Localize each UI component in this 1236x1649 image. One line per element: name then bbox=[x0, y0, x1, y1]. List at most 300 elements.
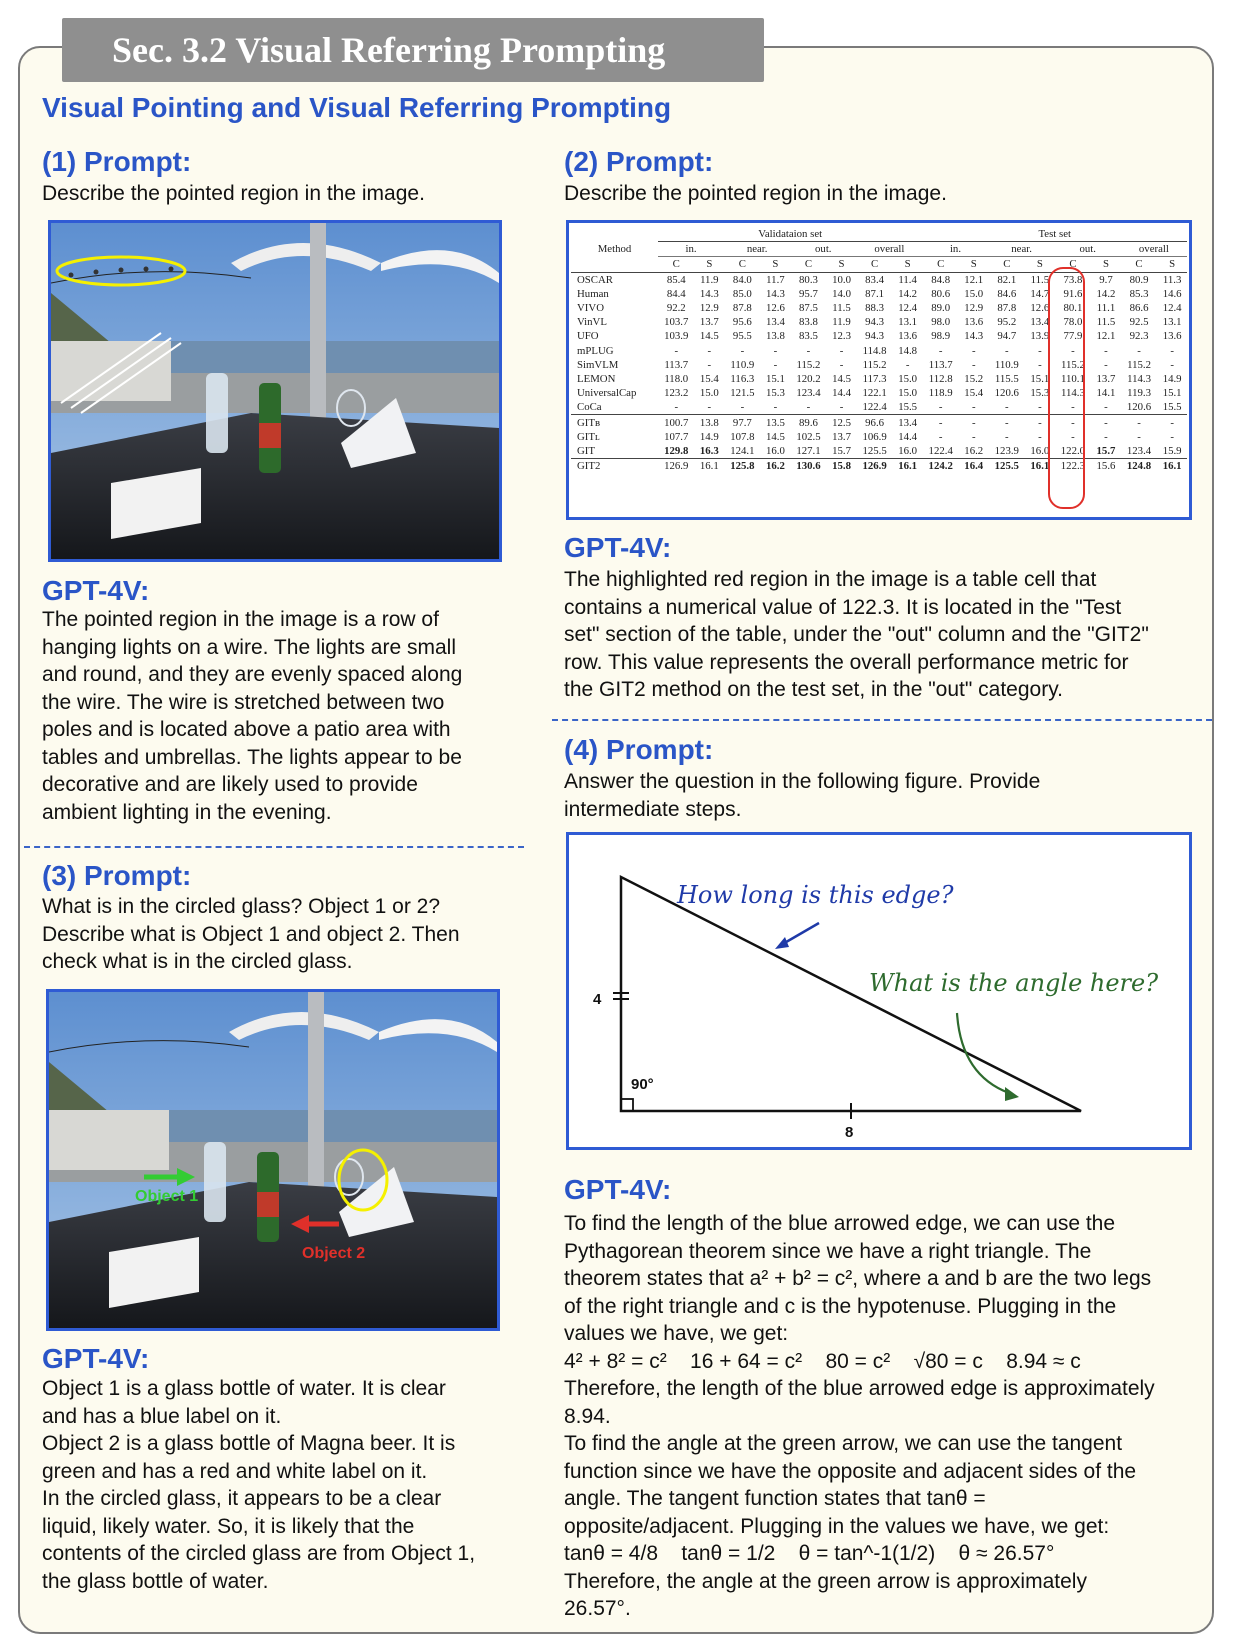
value-cell: 15.3 bbox=[765, 387, 785, 400]
value-cell: 122.1 bbox=[862, 387, 887, 400]
value-cell: 10.0 bbox=[832, 273, 851, 286]
value-cell: 11.1 bbox=[1096, 302, 1116, 315]
value-cell: 14.5 bbox=[765, 430, 785, 443]
section-tab: Sec. 3.2 Visual Referring Prompting bbox=[62, 18, 764, 82]
prompt-line: Answer the question in the following figure. Provide bbox=[564, 770, 1041, 793]
method-cell: LEMON bbox=[577, 372, 616, 385]
value-cell: 85.3 bbox=[1129, 287, 1149, 300]
value-cell: 94.3 bbox=[865, 316, 885, 329]
value-cell: 15.1 bbox=[1162, 387, 1182, 400]
answer-line: green and has a red and white label on it. bbox=[42, 1459, 428, 1483]
value-cell: - bbox=[971, 358, 976, 371]
value-cell: 84.0 bbox=[732, 273, 752, 286]
gpt-4-heading: GPT-4V: bbox=[564, 1174, 672, 1205]
value-cell: 87.8 bbox=[732, 302, 752, 315]
value-cell: 110.1 bbox=[1060, 372, 1085, 385]
value-cell: 12.1 bbox=[1096, 330, 1116, 343]
bottom-side-label: 8 bbox=[845, 1124, 854, 1141]
value-cell: 11.5 bbox=[832, 302, 851, 315]
value-cell: - bbox=[1104, 430, 1108, 443]
value-cell: 9.7 bbox=[1099, 273, 1113, 286]
value-cell: 86.6 bbox=[1129, 302, 1149, 315]
green-arrow bbox=[957, 1013, 1019, 1101]
value-cell: 14.1 bbox=[1096, 387, 1116, 400]
value-cell: - bbox=[839, 401, 844, 414]
value-cell: 15.9 bbox=[1162, 444, 1182, 457]
value-cell: 120.6 bbox=[994, 387, 1019, 400]
value-cell: 83.4 bbox=[865, 273, 885, 286]
answer-line: Object 1 is a glass bottle of water. It is clear bbox=[42, 1377, 446, 1400]
value-cell: 92.3 bbox=[1129, 330, 1149, 343]
value-cell: 125.5 bbox=[862, 444, 887, 457]
answer-line: 4² + 8² = c² 16 + 64 = c² 80 = c² √80 = c 8.94 ≈ c bbox=[564, 1349, 1081, 1373]
value-cell: 123.4 bbox=[1126, 444, 1152, 457]
value-cell: 84.4 bbox=[666, 287, 686, 300]
value-cell: - bbox=[971, 344, 976, 357]
method-cell: mPLUG bbox=[577, 344, 614, 357]
value-cell: 13.1 bbox=[1162, 316, 1182, 329]
value-cell: - bbox=[839, 358, 844, 371]
value-cell: - bbox=[971, 401, 976, 414]
value-cell: - bbox=[707, 401, 712, 414]
value-cell: 78.0 bbox=[1063, 316, 1083, 329]
value-cell: - bbox=[1038, 344, 1042, 357]
value-cell: 122.4 bbox=[928, 444, 953, 457]
value-cell: 13.4 bbox=[1030, 316, 1050, 329]
prompt-3-heading: (3) Prompt: bbox=[42, 860, 192, 891]
metric-header: S bbox=[838, 258, 845, 271]
value-cell: - bbox=[773, 344, 778, 357]
answer-line: liquid, likely water. So, it is likely that the bbox=[42, 1514, 415, 1538]
answer-line: and round, and they are evenly spaced along bbox=[42, 663, 463, 686]
answer-line: Therefore, the length of the blue arrowed edge is approximately bbox=[564, 1377, 1155, 1400]
value-cell: - bbox=[1071, 416, 1075, 429]
value-cell: 121.5 bbox=[730, 387, 755, 400]
object-2-label: Object 2 bbox=[302, 1245, 366, 1262]
value-cell: - bbox=[1104, 358, 1108, 371]
value-cell: 94.7 bbox=[997, 330, 1017, 343]
metric-header: S bbox=[772, 258, 779, 271]
divider-right bbox=[552, 719, 1212, 721]
gpt-2-answer bbox=[564, 566, 1149, 704]
value-cell: 14.4 bbox=[898, 430, 918, 443]
value-cell: 100.7 bbox=[664, 416, 689, 429]
subgroup-header: overall bbox=[1121, 242, 1187, 257]
value-cell: 123.9 bbox=[994, 444, 1019, 457]
value-cell: 110.9 bbox=[994, 358, 1019, 371]
metric-header: S bbox=[1102, 258, 1109, 271]
value-cell: - bbox=[1137, 416, 1141, 429]
patio-photo-1-image bbox=[51, 223, 499, 559]
value-cell: 16.0 bbox=[765, 444, 785, 457]
subgroup-header: near. bbox=[989, 242, 1055, 257]
answer-line: Pythagorean theorem since we have a right triangle. The bbox=[564, 1239, 1092, 1263]
subgroup-header: overall bbox=[856, 242, 922, 257]
value-cell: - bbox=[773, 401, 778, 414]
metric-header: S bbox=[706, 258, 713, 271]
value-cell: 107.7 bbox=[664, 430, 689, 443]
value-cell: 120.6 bbox=[1126, 401, 1152, 414]
value-cell: 15.0 bbox=[964, 287, 984, 300]
value-cell: 77.9 bbox=[1063, 330, 1083, 343]
value-cell: 15.2 bbox=[964, 372, 984, 385]
value-cell: 92.5 bbox=[1129, 316, 1149, 329]
value-cell: 119.3 bbox=[1127, 387, 1151, 400]
value-cell: 80.6 bbox=[931, 287, 951, 300]
triangle-figure bbox=[566, 832, 1192, 1150]
value-cell: 12.6 bbox=[1030, 302, 1050, 315]
value-cell: 16.4 bbox=[964, 460, 984, 473]
value-cell: - bbox=[674, 344, 679, 357]
metric-header: C bbox=[672, 258, 680, 271]
prompt-line: intermediate steps. bbox=[564, 797, 742, 821]
prompt-3-text bbox=[42, 893, 460, 976]
value-cell: 14.9 bbox=[699, 430, 719, 443]
value-cell: - bbox=[1005, 344, 1009, 357]
answer-line: tables and umbrellas. The lights appear to be bbox=[42, 745, 462, 769]
value-cell: 95.5 bbox=[732, 330, 752, 343]
metric-header: S bbox=[1169, 258, 1176, 271]
value-cell: 14.3 bbox=[699, 287, 719, 300]
value-cell: 12.9 bbox=[699, 302, 719, 315]
answer-line: ambient lighting in the evening. bbox=[42, 800, 332, 824]
value-cell: 106.9 bbox=[862, 430, 887, 443]
answer-line: the wire. The wire is stretched between two bbox=[42, 690, 445, 714]
value-cell: 122.4 bbox=[862, 401, 887, 414]
value-cell: 11.4 bbox=[898, 273, 917, 286]
value-cell: 115.2 bbox=[1060, 358, 1085, 371]
value-cell: 13.4 bbox=[898, 416, 918, 429]
value-cell: 103.9 bbox=[664, 330, 689, 343]
answer-line: contains a numerical value of 122.3. It is located in the "Test bbox=[564, 595, 1122, 619]
value-cell: 13.4 bbox=[765, 316, 785, 329]
value-cell: - bbox=[1137, 344, 1141, 357]
value-cell: 124.8 bbox=[1126, 460, 1152, 473]
prompt-line: check what is in the circled glass. bbox=[42, 950, 353, 973]
prompt-line: Describe what is Object 1 and object 2. Then bbox=[42, 922, 460, 946]
answer-line: function since we have the opposite and adjacent sides of the bbox=[564, 1459, 1137, 1483]
value-cell: 113.7 bbox=[928, 358, 953, 371]
value-cell: 15.4 bbox=[964, 387, 984, 400]
patio-photo-1 bbox=[48, 220, 502, 562]
value-cell: 126.9 bbox=[862, 460, 887, 473]
prompt-1-text: Describe the pointed region in the image. bbox=[42, 182, 425, 205]
value-cell: 14.2 bbox=[1096, 287, 1116, 300]
value-cell: - bbox=[806, 401, 811, 414]
value-cell: - bbox=[674, 401, 679, 414]
value-cell: 13.9 bbox=[1030, 330, 1050, 343]
value-cell: 83.5 bbox=[799, 330, 818, 343]
value-cell: 16.0 bbox=[1030, 444, 1050, 457]
value-cell: 11.9 bbox=[700, 273, 719, 286]
answer-line: angle. The tangent function states that tanθ = bbox=[564, 1487, 986, 1510]
value-cell: 15.5 bbox=[1162, 401, 1182, 414]
value-cell: - bbox=[839, 344, 844, 357]
value-cell: - bbox=[1170, 358, 1174, 371]
value-cell: 15.0 bbox=[699, 387, 719, 400]
answer-line: the GIT2 method on the test set, in the "out" category. bbox=[564, 678, 1063, 701]
value-cell: - bbox=[740, 401, 745, 414]
value-cell: 115.5 bbox=[994, 372, 1019, 385]
value-cell: 84.6 bbox=[997, 287, 1017, 300]
prompt-4-text bbox=[564, 768, 1040, 823]
value-cell: 14.6 bbox=[1162, 287, 1182, 300]
value-cell: - bbox=[938, 401, 943, 414]
subgroup-header: in. bbox=[922, 242, 988, 257]
method-cell: UniversalCap bbox=[577, 387, 637, 400]
value-cell: 13.6 bbox=[964, 316, 984, 329]
metric-header: C bbox=[1003, 258, 1011, 271]
metric-header: S bbox=[970, 258, 977, 271]
method-cell: GITʙ bbox=[577, 416, 601, 429]
gpt-1-answer bbox=[42, 606, 462, 826]
value-cell: 15.8 bbox=[832, 460, 851, 473]
prompt-1-heading: (1) Prompt: bbox=[42, 146, 192, 177]
answer-line: Object 2 is a glass bottle of Magna beer. It is bbox=[42, 1432, 456, 1455]
answer-line: 8.94. bbox=[564, 1404, 611, 1428]
value-cell: 13.1 bbox=[898, 316, 918, 329]
value-cell: - bbox=[1005, 416, 1009, 429]
value-cell: 130.6 bbox=[796, 460, 821, 473]
value-cell: 16.2 bbox=[765, 460, 785, 473]
value-cell: 118.9 bbox=[928, 387, 953, 400]
value-cell: - bbox=[1137, 430, 1141, 443]
value-cell: 125.5 bbox=[994, 460, 1019, 473]
value-cell: 15.1 bbox=[765, 372, 785, 385]
value-cell: 107.8 bbox=[730, 430, 755, 443]
value-cell: - bbox=[1005, 430, 1009, 443]
value-cell: 83.8 bbox=[799, 316, 818, 329]
value-cell: 122.0 bbox=[1060, 444, 1086, 457]
answer-line: theorem states that a² + b² = c², where a and b are the two legs bbox=[564, 1267, 1152, 1290]
value-cell: 13.7 bbox=[832, 430, 851, 443]
metric-header: C bbox=[870, 258, 879, 271]
value-cell: 92.2 bbox=[666, 302, 686, 315]
value-cell: 95.2 bbox=[997, 316, 1017, 329]
value-cell: - bbox=[1170, 416, 1174, 429]
value-cell: 124.1 bbox=[730, 444, 755, 457]
method-cell: UFO bbox=[577, 330, 599, 343]
main-title: Visual Pointing and Visual Referring Prompting bbox=[42, 92, 672, 123]
value-cell: - bbox=[1170, 430, 1174, 443]
value-cell: 15.0 bbox=[898, 372, 918, 385]
subgroup-header: in. bbox=[658, 242, 724, 257]
subgroup-header: out. bbox=[1055, 242, 1121, 257]
method-cell: GITʟ bbox=[577, 430, 600, 443]
gpt-4-answer bbox=[564, 1210, 1155, 1623]
right-angle-marker bbox=[621, 1099, 633, 1111]
value-cell: 12.6 bbox=[765, 302, 785, 315]
patio-photo-3-image bbox=[49, 992, 497, 1328]
answer-line: the glass bottle of water. bbox=[42, 1569, 269, 1593]
value-cell: - bbox=[1038, 430, 1042, 443]
subgroup-header: out. bbox=[790, 242, 856, 257]
value-cell: 11.5 bbox=[1030, 273, 1050, 286]
value-cell: 13.5 bbox=[765, 416, 785, 429]
value-cell: 114.8 bbox=[862, 344, 887, 357]
value-cell: 117.3 bbox=[862, 372, 887, 385]
triangle-figure-image bbox=[569, 835, 1189, 1147]
value-cell: - bbox=[1038, 401, 1042, 414]
value-cell: 98.0 bbox=[931, 316, 951, 329]
value-cell: 13.7 bbox=[1096, 372, 1116, 385]
metric-header: S bbox=[1036, 258, 1043, 271]
value-cell: - bbox=[938, 416, 943, 429]
value-cell: 13.6 bbox=[898, 330, 918, 343]
value-cell: 16.3 bbox=[699, 444, 719, 457]
value-cell: 115.2 bbox=[796, 358, 821, 371]
answer-line: decorative and are likely used to provide bbox=[42, 773, 418, 796]
right-angle-label: 90° bbox=[631, 1076, 654, 1093]
prompt-4-heading: (4) Prompt: bbox=[564, 734, 714, 765]
value-cell: 118.0 bbox=[664, 372, 689, 385]
value-cell: 80.9 bbox=[1129, 273, 1149, 286]
value-cell: - bbox=[1071, 430, 1075, 443]
metric-header: C bbox=[804, 258, 813, 271]
value-cell: 114.3 bbox=[1060, 387, 1085, 400]
divider-left bbox=[24, 846, 524, 848]
object-1-label: Object 1 bbox=[135, 1188, 199, 1205]
value-cell: 115.2 bbox=[1127, 358, 1151, 371]
value-cell: 15.5 bbox=[898, 401, 918, 414]
value-cell: 120.2 bbox=[796, 372, 821, 385]
method-cell: OSCAR bbox=[577, 273, 614, 286]
value-cell: 116.3 bbox=[730, 372, 755, 385]
value-cell: 114.3 bbox=[1127, 372, 1151, 385]
method-cell: GIT2 bbox=[577, 460, 601, 473]
value-cell: - bbox=[938, 430, 943, 443]
value-cell: 95.6 bbox=[732, 316, 752, 329]
answer-line: In the circled glass, it appears to be a clear bbox=[42, 1487, 442, 1510]
value-cell: 14.3 bbox=[964, 330, 984, 343]
answer-line: values we have, we get: bbox=[564, 1322, 789, 1345]
value-cell: 14.4 bbox=[832, 387, 851, 400]
value-cell: 13.8 bbox=[699, 416, 719, 429]
value-cell: 15.7 bbox=[832, 444, 851, 457]
answer-line: opposite/adjacent. Plugging in the values we have, we get: bbox=[564, 1514, 1110, 1538]
value-cell: 102.5 bbox=[796, 430, 821, 443]
value-cell: 12.5 bbox=[832, 416, 851, 429]
value-cell: 15.7 bbox=[1096, 444, 1116, 457]
value-cell: - bbox=[971, 430, 976, 443]
value-cell: 126.9 bbox=[664, 460, 689, 473]
value-cell: - bbox=[1170, 344, 1174, 357]
method-cell: Human bbox=[577, 287, 609, 300]
gpt-3-heading: GPT-4V: bbox=[42, 1343, 150, 1374]
value-cell: 129.8 bbox=[664, 444, 689, 457]
value-cell: - bbox=[707, 358, 712, 371]
value-cell: 12.4 bbox=[1162, 302, 1182, 315]
metric-header: C bbox=[738, 258, 746, 271]
value-cell: 14.2 bbox=[898, 287, 918, 300]
value-cell: 98.9 bbox=[931, 330, 951, 343]
prompt-line: What is in the circled glass? Object 1 or 2? bbox=[42, 895, 441, 918]
value-cell: 14.3 bbox=[765, 287, 785, 300]
method-cell: SimVLM bbox=[577, 358, 619, 371]
method-cell: VIVO bbox=[577, 302, 604, 315]
value-cell: - bbox=[1104, 401, 1108, 414]
value-cell: 14.0 bbox=[832, 287, 851, 300]
value-cell: - bbox=[1005, 401, 1009, 414]
value-cell: 123.2 bbox=[664, 387, 689, 400]
value-cell: 16.0 bbox=[898, 444, 918, 457]
value-cell: 85.0 bbox=[732, 287, 752, 300]
answer-line: contents of the circled glass are from Object 1, bbox=[42, 1542, 476, 1565]
answer-line: of the right triangle and c is the hypotenuse. Plugging in the bbox=[564, 1294, 1117, 1318]
red-highlight-overlay bbox=[566, 220, 1192, 520]
prompt-2-heading: (2) Prompt: bbox=[564, 146, 714, 177]
gpt-1-heading: GPT-4V: bbox=[42, 575, 150, 606]
value-cell: - bbox=[938, 344, 943, 357]
method-cell: CoCa bbox=[577, 401, 602, 414]
answer-line: To find the angle at the green arrow, we can use the tangent bbox=[564, 1432, 1123, 1455]
value-cell: 112.8 bbox=[928, 372, 953, 385]
prompt-2-text: Describe the pointed region in the image. bbox=[564, 182, 947, 205]
metric-header: C bbox=[937, 258, 945, 271]
value-cell: 87.1 bbox=[865, 287, 885, 300]
value-cell: 15.1 bbox=[1030, 372, 1050, 385]
subgroup-header: near. bbox=[724, 242, 790, 257]
value-cell: 15.3 bbox=[1030, 387, 1050, 400]
value-cell: 124.2 bbox=[928, 460, 953, 473]
value-cell: 16.1 bbox=[1030, 460, 1050, 473]
value-cell: - bbox=[1071, 344, 1075, 357]
answer-line: 26.57°. bbox=[564, 1597, 631, 1620]
value-cell: - bbox=[773, 358, 778, 371]
patio-photo-3 bbox=[46, 989, 500, 1331]
value-cell: - bbox=[740, 344, 745, 357]
answer-line: hanging lights on a wire. The lights are small bbox=[42, 635, 457, 659]
value-cell: 13.8 bbox=[765, 330, 785, 343]
value-cell: 122.3 bbox=[1060, 460, 1086, 473]
answer-line: and has a blue label on it. bbox=[42, 1404, 282, 1428]
value-cell: 89.0 bbox=[931, 302, 951, 315]
method-cell: VinVL bbox=[577, 316, 607, 329]
value-cell: 15.4 bbox=[699, 372, 719, 385]
value-cell: 16.1 bbox=[1162, 460, 1182, 473]
value-cell: 15.6 bbox=[1096, 460, 1116, 473]
test-set-header: Test set bbox=[922, 227, 1187, 242]
gpt-2-heading: GPT-4V: bbox=[564, 532, 672, 563]
value-cell: - bbox=[905, 358, 910, 371]
value-cell: 12.1 bbox=[964, 273, 984, 286]
value-cell: 113.7 bbox=[664, 358, 689, 371]
value-cell: 13.7 bbox=[699, 316, 719, 329]
value-cell: - bbox=[806, 344, 811, 357]
value-cell: 11.9 bbox=[832, 316, 851, 329]
answer-line: The pointed region in the image is a row of bbox=[42, 608, 439, 631]
value-cell: - bbox=[707, 344, 712, 357]
value-cell: 14.5 bbox=[699, 330, 719, 343]
answer-line: To find the length of the blue arrowed edge, we can use the bbox=[564, 1212, 1116, 1235]
value-cell: 84.8 bbox=[931, 273, 951, 286]
value-cell: 103.7 bbox=[664, 316, 689, 329]
value-cell: 73.8 bbox=[1063, 273, 1083, 286]
left-side-label: 4 bbox=[593, 991, 602, 1008]
value-cell: 11.7 bbox=[766, 273, 785, 286]
value-cell: 12.3 bbox=[832, 330, 851, 343]
method-cell: GIT bbox=[577, 444, 595, 457]
value-cell: 11.3 bbox=[1162, 273, 1182, 286]
value-cell: 14.8 bbox=[898, 344, 918, 357]
value-cell: 97.7 bbox=[732, 416, 752, 429]
metric-header: C bbox=[1069, 258, 1077, 271]
value-cell: 125.8 bbox=[730, 460, 755, 473]
value-cell: 12.4 bbox=[898, 302, 918, 315]
value-cell: 87.8 bbox=[997, 302, 1017, 315]
value-cell: 11.5 bbox=[1096, 316, 1116, 329]
value-cell: 95.7 bbox=[799, 287, 818, 300]
